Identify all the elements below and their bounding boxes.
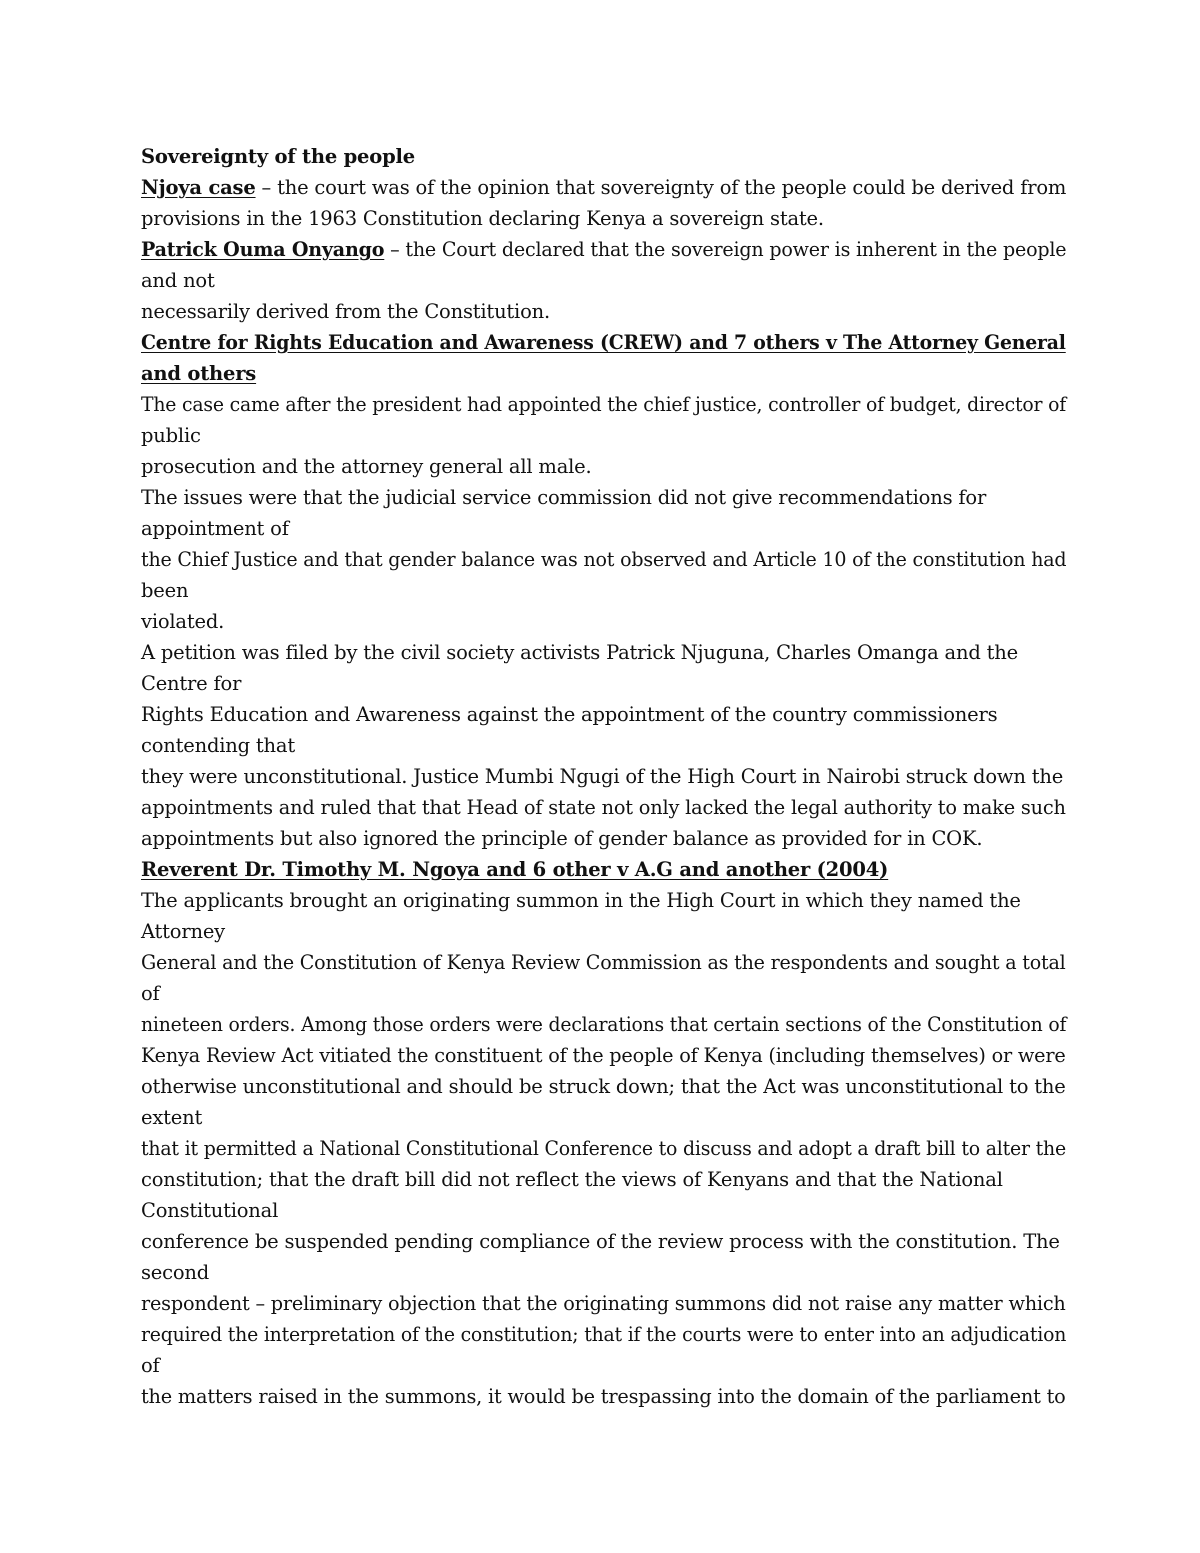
crew-text-line: Rights Education and Awareness against the appointment of the country commissioners: [141, 703, 998, 726]
ngoya-text-line: the matters raised in the summons, it would be trespassing into the domain of the parliament to: [141, 1385, 1066, 1408]
ngoya-text-line: extent: [141, 1106, 203, 1129]
ngoya-text-line: nineteen orders. Among those orders were declarations that certain sections of the Constitution of: [141, 1013, 1067, 1036]
ngoya-text-line: The applicants brought an originating summon in the High Court in which they named the: [141, 889, 1021, 912]
crew-text-line: they were unconstitutional. Justice Mumbi Ngugi of the High Court in Nairobi struck down the: [141, 765, 1064, 788]
ngoya-text-line: second: [141, 1261, 210, 1284]
ngoya-text-line: constitution; that the draft bill did not reflect the views of Kenyans and that the National: [141, 1168, 1003, 1191]
ngoya-text-line: of: [141, 982, 160, 1005]
patrick-line-3: necessarily derived from the Constitution.: [141, 300, 550, 323]
crew-heading-line-1: Centre for Rights Education and Awareness (CREW) and 7 others v The Attorney General: [141, 331, 1066, 354]
ngoya-text-line: General and the Constitution of Kenya Review Commission as the respondents and sought a total: [141, 951, 1066, 974]
ngoya-text-line: conference be suspended pending compliance of the review process with the constitution. The: [141, 1230, 1060, 1253]
ngoya-text-line: Kenya Review Act vitiated the constituent of the people of Kenya (including themselves) or were: [141, 1044, 1066, 1067]
crew-text-line: prosecution and the attorney general all male.: [141, 455, 592, 478]
ngoya-text-line: Attorney: [141, 920, 225, 943]
ngoya-heading: Reverent Dr. Timothy M. Ngoya and 6 other v A.G and another (2004): [141, 858, 889, 881]
crew-text-line: appointment of: [141, 517, 289, 540]
crew-text-line: the Chief Justice and that gender balance was not observed and Article 10 of the constitution had: [141, 548, 1067, 571]
crew-text-line: A petition was filed by the civil society activists Patrick Njuguna, Charles Omanga and the: [141, 641, 1018, 664]
crew-text-line: appointments and ruled that that Head of state not only lacked the legal authority to make such: [141, 796, 1066, 819]
crew-text-line: The issues were that the judicial service commission did not give recommendations for: [141, 486, 987, 509]
crew-text-line: been: [141, 579, 189, 602]
njoya-line-2: provisions in the 1963 Constitution declaring Kenya a sovereign state.: [141, 207, 824, 230]
crew-text-line: violated.: [141, 610, 225, 633]
crew-heading-line-2: and others: [141, 362, 257, 385]
crew-text-line: Centre for: [141, 672, 242, 695]
ngoya-text-line: Constitutional: [141, 1199, 279, 1222]
njoya-line-1: [141, 172, 1066, 203]
crew-text-line: public: [141, 424, 201, 447]
document-page: [141, 141, 1066, 1412]
njoya-text: – the court was of the opinion that sovereignty of the people could be derived from: [255, 176, 1067, 199]
patrick-case-name: Patrick Ouma Onyango: [141, 238, 385, 261]
patrick-text: – the Court declared that the sovereign power is inherent in the people: [384, 238, 1067, 261]
ngoya-text-line: of: [141, 1354, 160, 1377]
patrick-line-1: [141, 234, 1067, 265]
crew-text-line: contending that: [141, 734, 295, 757]
ngoya-text-line: that it permitted a National Constitutional Conference to discuss and adopt a draft bill to alter the: [141, 1137, 1067, 1160]
section-title: Sovereignty of the people: [141, 145, 415, 168]
crew-text-line: The case came after the president had appointed the chief justice, controller of budget, director of: [141, 393, 1066, 416]
patrick-line-2: and not: [141, 269, 215, 292]
ngoya-text-line: required the interpretation of the constitution; that if the courts were to enter into an adjudication: [141, 1323, 1067, 1346]
njoya-case-name: Njoya case: [141, 176, 256, 199]
ngoya-text-line: respondent – preliminary objection that the originating summons did not raise any matter which: [141, 1292, 1066, 1315]
ngoya-text-line: otherwise unconstitutional and should be struck down; that the Act was unconstitutional to the: [141, 1075, 1066, 1098]
crew-text-line: appointments but also ignored the principle of gender balance as provided for in COK.: [141, 827, 983, 850]
